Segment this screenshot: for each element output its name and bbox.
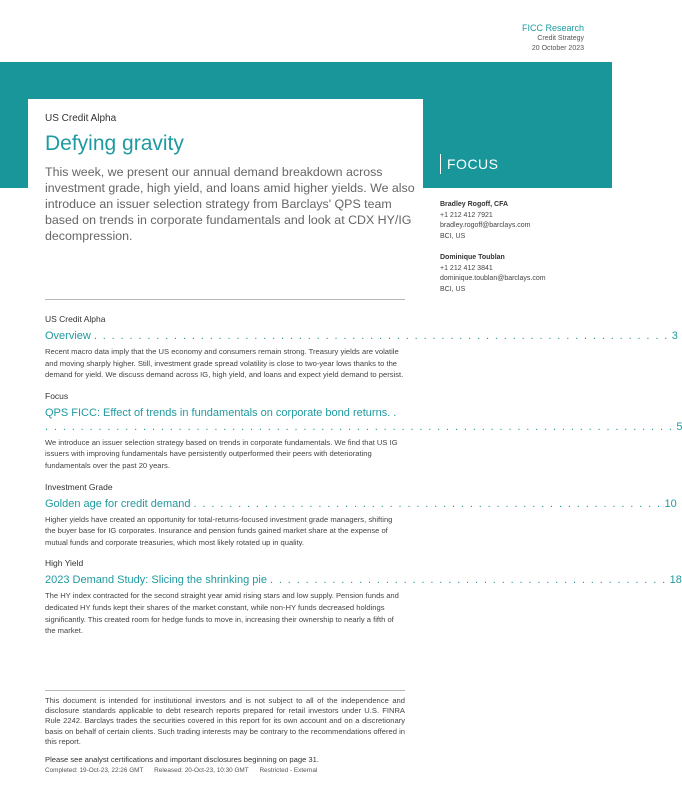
report-series: US Credit Alpha [45,113,117,124]
toc-section-label: US Credit Alpha [45,314,106,324]
toc-link-overview[interactable] [45,329,678,343]
author-entity: BCI, US [440,232,466,240]
table-of-contents [45,314,682,647]
release-footer [45,767,326,774]
report-date: 20 October 2023 [531,45,584,52]
completed-timestamp: Completed: 19-Oct-23, 22:26 GMT [45,767,144,774]
toc-link-qps-ficc[interactable] [45,406,405,420]
header-meta [522,23,584,54]
toc-page-number: 3 [671,330,678,342]
toc-description: The HY index contracted for the second straight year amid rising stars and low supply. Pension funds and dedicated HY funds kept their shares of the market constant, while non-HY funds decreased holdings significantly. This created room for hedge funds to move in, increasing their ownership to nearly a fifth of the market. [45,591,399,636]
toc-entry [45,390,682,472]
author-name: Dominique Toublan [440,254,505,261]
author-name: Bradley Rogoff, CFA [440,201,509,208]
released-timestamp: Released: 20-Oct-23, 10:30 GMT [154,767,249,774]
toc-description: Higher yields have created an opportunity for total-returns-focused investment grade managers, shifting the buyer base for IG corporates. Insurance and pension funds gained market share at the expense of mutual funds and corporate treasuries, which most likely rotated up in quality. [45,514,393,547]
disclaimer-text: This document is intended for institutional investors and is not subject to all of the independence and disclosure standards applicable to debt research reports prepared for retail investors under U.S. FINRA Rule 2242. Barclays trades the securities covered in this report for its own account and on a discretionary basis on behalf of certain clients. Such trading interests may be contrary to the recommendations offered in this report. [45,696,405,746]
toc-leader-dots: . . . . . . . . . . . . . . . . . . . . . . . . . . . . . . . . . . . . . . . . . . . . . . . . . . . . . . . . . . . . . . . . . [93,330,669,342]
toc-page-number: 18 [669,574,682,587]
author-entity: BCI, US [440,285,466,293]
report-title: Defying gravity [45,132,184,155]
toc-section-label: Investment Grade [45,481,113,492]
toc-description: We introduce an issuer selection strategy based on trends in corporate fundamentals. We find that US IG issuers with improving fundamentals have persistently outperformed their peers with deteriorating fundamentals over the past 20 years. [45,437,398,470]
toc-link-golden-age[interactable] [45,497,677,511]
toc-link-qps-ficc-continued[interactable] [45,420,682,434]
author-phone: +1 212 412 7921 [440,211,493,219]
toc-leader-dots: . . . . . . . . . . . . . . . . . . . . . . . . . . . . . . . . . . . . . . . . . . . . . . . . . . . . . [193,497,662,510]
toc-title: Overview [45,330,91,342]
toc-link-demand-study[interactable] [45,573,682,587]
toc-entry [45,481,677,549]
authors-block [440,200,590,306]
toc-section-label: High Yield [45,558,84,569]
divider-bottom [45,690,405,691]
toc-page-number: 5 [676,420,682,433]
focus-label: FOCUS [440,154,499,174]
toc-leader-dots: . . . . . . . . . . . . . . . . . . . . . . . . . . . . . . . . . . . . . . . . . . . . . . . . . . . . . . . . . . . . . . . . . . . . . . . [45,420,674,433]
toc-title: Golden age for credit demand [45,497,191,510]
author-entry [440,253,590,295]
brand-label: FICC Research [521,23,584,33]
restriction-label: Restricted - External [259,767,318,774]
certification-note: Please see analyst certifications and important disclosures beginning on page 31. [45,755,319,764]
toc-section-label: Focus [45,390,69,401]
toc-leader-dots: . . . . . . . . . . . . . . . . . . . . . . . . . . . . . . . . . . . . . . . . . . . . . [269,574,667,587]
toc-description: Recent macro data imply that the US economy and consumers remain strong. Treasury yields are volatile and moving sharply higher. Still, investment grade spread volatility is close to two-year lows thanks to the demand for yield. We discuss demand across IG, high yield, and loans and expect yield demand to persist. [45,347,404,380]
toc-title: 2023 Demand Study: Slicing the shrinking pie [45,574,267,587]
toc-entry [45,314,678,381]
divider-top [45,299,405,300]
author-phone: +1 212 412 3841 [440,264,493,272]
author-entry [440,200,590,242]
toc-title: QPS FICC: Effect of trends in fundamentals on corporate bond returns. . [45,406,397,419]
department-label: Credit Strategy [537,35,584,42]
report-summary: This week, we present our annual demand breakdown across investment grade, high yield, and loans amid higher yields. We also introduce an issuer selection strategy from Barclays' QPS team based on trends in corporate fundamentals and look at CDX HY/IG decompression. [45,165,415,243]
toc-page-number: 10 [664,497,677,510]
author-email[interactable]: dominique.toublan@barclays.com [440,275,546,282]
author-email[interactable]: bradley.rogoff@barclays.com [440,222,531,229]
toc-entry [45,558,682,636]
